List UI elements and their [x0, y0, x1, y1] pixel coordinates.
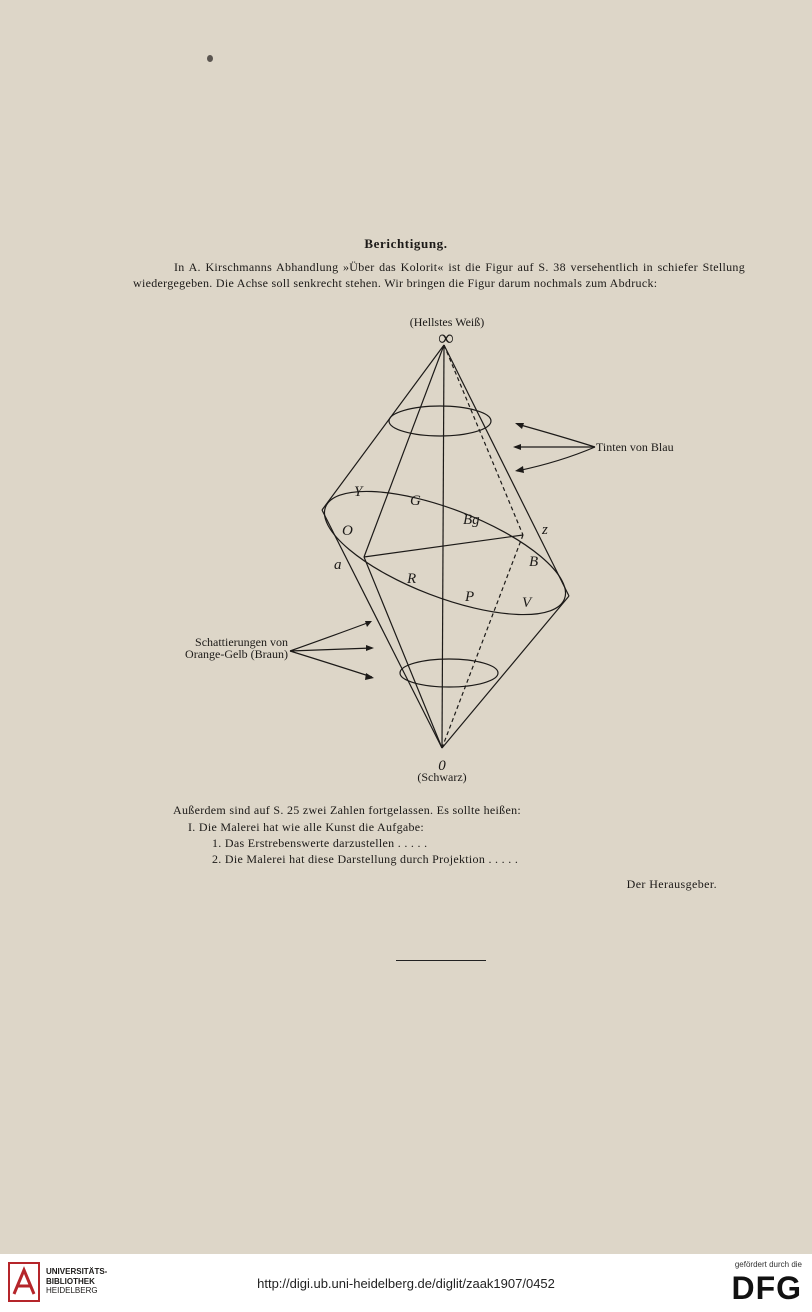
arrowhead	[366, 645, 374, 651]
top-inner-line-left	[364, 345, 444, 557]
letter-a: a	[334, 557, 342, 573]
left-arrow-1	[290, 622, 370, 651]
top-dashed-line	[444, 345, 523, 535]
library-name-line1: UNIVERSITÄTS-	[46, 1267, 108, 1276]
arrowhead	[513, 444, 521, 450]
arrowhead	[365, 673, 374, 680]
infinity-symbol: ∞	[438, 325, 454, 350]
right-arrow-3	[517, 447, 595, 471]
heading: Berichtigung.	[364, 236, 448, 251]
list-item-I: I. Die Malerei hat wie alle Kunst die Aufgabe:	[188, 820, 425, 834]
label-schattierungen: Schattierungen von	[195, 635, 288, 649]
letter-Y: Y	[354, 484, 363, 500]
arrowhead	[515, 466, 524, 473]
letter-z: z	[542, 522, 548, 538]
right-arrow-1	[517, 424, 595, 447]
end-rule	[396, 960, 486, 961]
letter-R: R	[407, 571, 417, 587]
label-schwarz: (Schwarz)	[417, 770, 467, 784]
signature: Der Herausgeber.	[626, 877, 717, 891]
library-name-line3: HEIDELBERG	[46, 1286, 98, 1295]
funded-by-text: gefördert durch die	[734, 1260, 802, 1269]
left-arrow-2	[290, 648, 372, 651]
label-tinten-von-blau: Tinten von Blau	[596, 440, 674, 454]
top-cone-right-edge	[444, 345, 569, 596]
bottom-cone-left-edge	[322, 510, 442, 748]
label-orange-gelb: Orange-Gelb (Braun)	[185, 647, 288, 661]
large-tilted-ellipse	[310, 466, 581, 640]
note-text: Außerdem sind auf S. 25 zwei Zahlen fortgelassen. Es sollte heißen:	[173, 803, 522, 817]
arrowhead	[365, 621, 372, 627]
bottom-cone-right-edge	[442, 596, 569, 748]
permalink-url[interactable]: http://digi.ub.uni-heidelberg.de/diglit/zaak1907/0452	[257, 1276, 555, 1291]
letter-G: G	[410, 493, 421, 509]
zero-symbol: 0	[438, 758, 446, 774]
arrowhead	[515, 423, 524, 429]
letter-O: O	[342, 523, 353, 539]
letter-B: B	[529, 554, 539, 570]
bottom-small-ellipse	[400, 659, 498, 687]
library-name-line2: BIBLIOTHEK	[46, 1276, 95, 1286]
bottom-dashed-line	[442, 535, 523, 748]
top-small-ellipse	[389, 406, 491, 436]
footer-bar	[0, 1254, 812, 1312]
top-cone-left-edge	[322, 345, 444, 510]
list-item-2: 2. Die Malerei hat diese Darstellung durch Projektion . . . . .	[212, 852, 519, 866]
label-hellstes-weiss: (Hellstes Weiß)	[409, 315, 485, 329]
letter-Bg: Bg	[463, 512, 480, 528]
list-item-1: 1. Das Erstrebenswerte darzustellen . . . . .	[212, 836, 428, 850]
left-arrow-3	[290, 651, 372, 677]
letter-V: V	[522, 595, 532, 611]
intro-paragraph: In A. Kirschmanns Abhandlung »Über das Kolorit« ist die Figur auf S. 38 versehentlich in schiefer Stellung wiedergegeben. Die Achse soll senkrecht stehen. Wir bringen die Figur darum nochmals zum Abdruck:	[133, 260, 745, 290]
bottom-inner-line	[364, 557, 442, 748]
letter-P: P	[465, 589, 475, 605]
dfg-logo: DFG	[731, 1270, 802, 1306]
